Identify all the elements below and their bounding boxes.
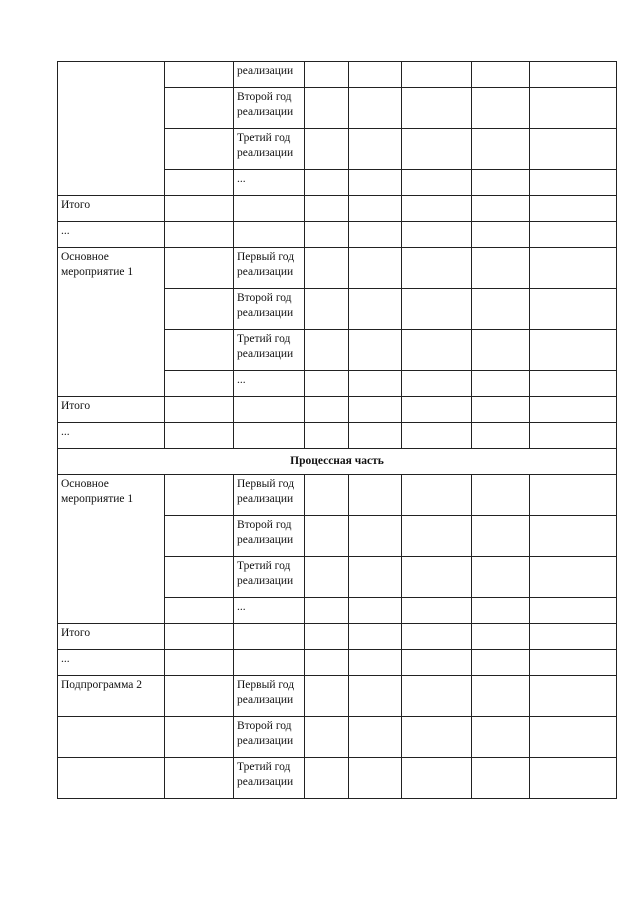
table-cell [402,650,472,676]
table-row [58,248,617,289]
table-cell: Третий год реализации [234,557,305,598]
table-cell: Итого [58,397,165,423]
table-cell [165,88,234,129]
table-cell [349,248,402,289]
table-cell [305,289,349,330]
table-cell [165,475,234,516]
table-cell [402,222,472,248]
table-cell [472,624,530,650]
table-cell [234,650,305,676]
table-cell: Итого [58,624,165,650]
table-cell [305,717,349,758]
table-cell [305,248,349,289]
table-cell [472,289,530,330]
table-cell: Подпрограмма 2 [58,676,165,717]
table-cell [349,62,402,88]
table-cell: Первый год реализации [234,475,305,516]
table-row [58,397,617,423]
table-cell [530,598,617,624]
table-cell [402,88,472,129]
table-cell [472,557,530,598]
table-cell [305,196,349,222]
table-cell [402,289,472,330]
table-cell [402,717,472,758]
table-cell [165,222,234,248]
table-cell [402,758,472,799]
table-cell: ... [58,222,165,248]
table-row [58,222,617,248]
table-cell [165,170,234,196]
table-cell [472,196,530,222]
table-cell: Третий год реализации [234,129,305,170]
table-cell [305,676,349,717]
table-cell [349,371,402,397]
table-cell: Второй год реализации [234,717,305,758]
table-cell [165,557,234,598]
table-cell [58,62,165,196]
table-cell [349,330,402,371]
table-cell: Второй год реализации [234,516,305,557]
table-cell [349,129,402,170]
table-cell [58,717,165,758]
table-cell: ... [234,371,305,397]
section-row [58,449,617,475]
table-row [58,650,617,676]
table-cell [472,248,530,289]
table-cell [349,196,402,222]
table-cell [530,222,617,248]
table-cell [530,557,617,598]
table-cell [402,516,472,557]
table-cell [305,222,349,248]
table-cell [165,598,234,624]
table-cell: Второй год реализации [234,289,305,330]
table-cell: Третий год реализации [234,330,305,371]
table-cell [530,650,617,676]
table-cell [472,88,530,129]
table-cell [402,598,472,624]
table-cell [349,717,402,758]
table-cell [165,196,234,222]
table-cell: Второй год реализации [234,88,305,129]
table-cell: ... [234,170,305,196]
table-cell [472,758,530,799]
table-cell [305,330,349,371]
table-cell [305,397,349,423]
table-cell [349,88,402,129]
table-cell [165,758,234,799]
table-cell [349,423,402,449]
table-cell [530,676,617,717]
table-cell [402,170,472,196]
table-cell [402,62,472,88]
table-cell [530,624,617,650]
table-cell [472,129,530,170]
table-cell [402,475,472,516]
table-cell [472,676,530,717]
table-cell [530,475,617,516]
table-cell [165,516,234,557]
table-cell [305,88,349,129]
table-cell [165,330,234,371]
table-cell: ... [58,423,165,449]
table-cell [472,516,530,557]
table-cell [305,557,349,598]
table-cell [402,248,472,289]
table-cell [530,289,617,330]
table-cell [402,624,472,650]
table-cell [58,758,165,799]
table-cell [530,129,617,170]
table-cell [234,397,305,423]
table-cell [472,62,530,88]
table-cell [305,758,349,799]
table-row [58,62,617,88]
table-cell [165,717,234,758]
table-cell [349,222,402,248]
table-cell [402,330,472,371]
table-cell [530,170,617,196]
table-cell [530,88,617,129]
table-cell [349,516,402,557]
table-cell [165,423,234,449]
budget-table [57,61,617,799]
table-cell [472,423,530,449]
table-cell [530,371,617,397]
table-cell [530,330,617,371]
table-cell: Итого [58,196,165,222]
table-cell [305,423,349,449]
table-cell [305,650,349,676]
table-cell [349,598,402,624]
table-cell [165,289,234,330]
table-cell [349,758,402,799]
table-cell: Первый год реализации [234,676,305,717]
table-cell [234,222,305,248]
table-row [58,717,617,758]
table-cell [472,222,530,248]
table-cell [472,170,530,196]
table-cell [402,676,472,717]
table-cell [530,62,617,88]
table-cell [165,624,234,650]
table-cell [165,397,234,423]
table-cell [234,624,305,650]
table-cell: ... [58,650,165,676]
table-cell [305,475,349,516]
table-cell [402,423,472,449]
table-cell [349,170,402,196]
table-cell [402,196,472,222]
table-row [58,196,617,222]
table-cell [165,248,234,289]
table-cell [530,516,617,557]
table-cell [305,170,349,196]
section-header: Процессная часть [58,449,617,475]
table-cell [349,557,402,598]
table-cell [472,371,530,397]
table-cell [349,650,402,676]
table-cell [472,598,530,624]
table-cell [305,371,349,397]
table-cell [165,650,234,676]
table-cell [402,371,472,397]
table-cell [305,598,349,624]
table-cell [349,676,402,717]
table-row [58,676,617,717]
table-cell [530,248,617,289]
table-cell [165,676,234,717]
table-row [58,758,617,799]
table-cell [234,423,305,449]
table-row [58,475,617,516]
table-cell: ... [234,598,305,624]
table-cell [234,196,305,222]
table-cell [472,650,530,676]
table-cell [530,397,617,423]
table-cell [530,423,617,449]
table-cell [472,717,530,758]
table-cell [305,129,349,170]
table-cell [349,289,402,330]
table-cell [472,397,530,423]
table-row [58,423,617,449]
table-cell [305,62,349,88]
table-cell [530,717,617,758]
table-cell [349,397,402,423]
table-cell [530,196,617,222]
table-cell [165,371,234,397]
table-cell: Основное мероприятие 1 [58,248,165,397]
table-cell [305,516,349,557]
table-cell [349,624,402,650]
table-cell: Третий год реализации [234,758,305,799]
table-cell [472,475,530,516]
table-row [58,624,617,650]
table-cell [402,557,472,598]
table-cell: Первый год реализации [234,248,305,289]
table-cell [305,624,349,650]
table-cell [402,129,472,170]
table-cell [472,330,530,371]
table-cell [349,475,402,516]
table-cell [530,758,617,799]
table-cell: реализации [234,62,305,88]
table-cell [165,62,234,88]
table-cell [402,397,472,423]
table-cell [165,129,234,170]
table-cell: Основное мероприятие 1 [58,475,165,624]
